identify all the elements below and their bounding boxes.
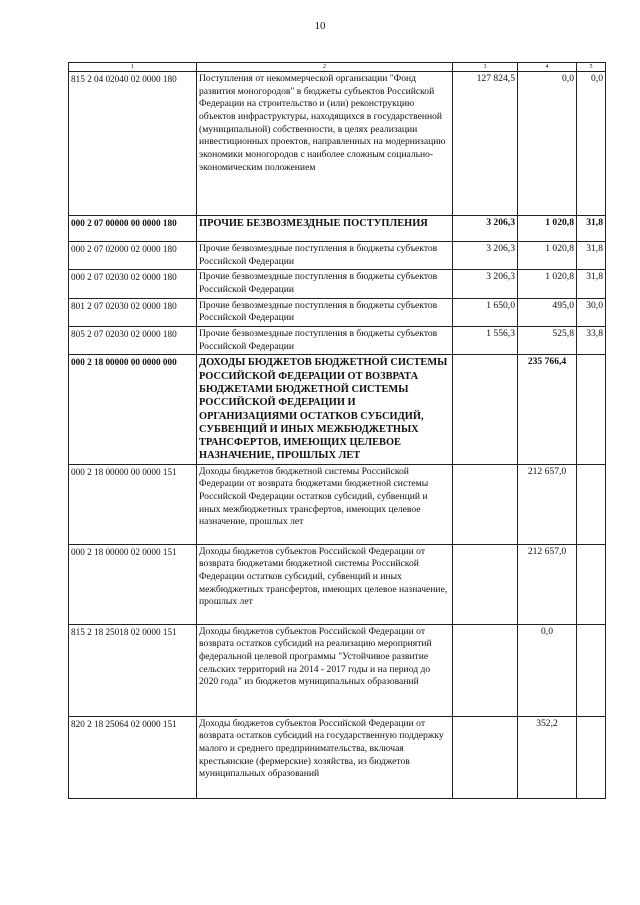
row-description: Доходы бюджетов субъектов Российской Федерации от возврата бюджетами бюджетной системы Российской Федерации остатков субсидий, субвенций и иных межбюджетных трансфертов, имеющих целевое назначение, прошлых лет: [197, 544, 453, 624]
row-description: Доходы бюджетов бюджетной системы Российской Федерации от возврата бюджетами бюджетной системы Российской Федерации остатков субсидий, субвенций и иных межбюджетных трансфертов, имеющих целевое назначение, прошлых лет: [197, 464, 453, 544]
row-description: Поступления от некоммерческой организации "Фонд развития моногородов" в бюджеты субъектов Российской Федерации на строительство и (или) реконструкцию объектов инфраструктуры, находящихся в государственной (муниципальной) собственности, в целях реализации инвестиционных проектов, направленных на модернизацию экономики моногородов с наиболее сложным социально-экономическим положением: [197, 72, 453, 216]
row-value-col5: [577, 624, 606, 716]
row-code: 805 2 07 02030 02 0000 180: [69, 326, 197, 354]
row-value-col3: [453, 716, 518, 798]
table-row: [69, 242, 606, 270]
row-value-col4: 352,2: [518, 716, 577, 798]
table-row: [69, 298, 606, 326]
table-row: [69, 355, 606, 465]
table-row: [69, 716, 606, 798]
row-code: 000 2 07 02030 02 0000 180: [69, 270, 197, 298]
row-value-col3: 1 650,0: [453, 298, 518, 326]
budget-table: [68, 62, 606, 799]
table-row: [69, 624, 606, 716]
row-value-col5: 30,0: [577, 298, 606, 326]
row-value-col3: 127 824,5: [453, 72, 518, 216]
row-value-col5: 31,8: [577, 242, 606, 270]
row-value-col5: [577, 355, 606, 465]
row-value-col3: [453, 544, 518, 624]
row-description: ДОХОДЫ БЮДЖЕТОВ БЮДЖЕТНОЙ СИСТЕМЫ РОССИЙСКОЙ ФЕДЕРАЦИИ ОТ ВОЗВРАТА БЮДЖЕТАМИ БЮДЖЕТНОЙ СИСТЕМЫ РОССИЙСКОЙ ФЕДЕРАЦИИ И ОРГАНИЗАЦИЯМИ ОСТАТКОВ СУБСИДИЙ, СУБВЕНЦИЙ И ИНЫХ МЕЖБЮДЖЕТНЫХ ТРАНСФЕРТОВ, ИМЕЮЩИХ ЦЕЛЕВОЕ НАЗНАЧЕНИЕ, ПРОШЛЫХ ЛЕТ: [197, 355, 453, 465]
row-code: 000 2 07 02000 02 0000 180: [69, 242, 197, 270]
row-code: 801 2 07 02030 02 0000 180: [69, 298, 197, 326]
table-row: [69, 464, 606, 544]
row-value-col3: 1 556,3: [453, 326, 518, 354]
row-value-col3: 3 206,3: [453, 270, 518, 298]
row-value-col5: 31,8: [577, 216, 606, 242]
row-value-col4: 495,0: [518, 298, 577, 326]
row-code: 000 2 18 00000 00 0000 000: [69, 355, 197, 465]
page-number: 10: [314, 20, 326, 32]
row-code: 820 2 18 25064 02 0000 151: [69, 716, 197, 798]
row-value-col4: 212 657,0: [518, 544, 577, 624]
table-row: [69, 216, 606, 242]
row-description: ПРОЧИЕ БЕЗВОЗМЕЗДНЫЕ ПОСТУПЛЕНИЯ: [197, 216, 453, 242]
row-description: Доходы бюджетов субъектов Российской Федерации от возврата остатков субсидий на реализацию мероприятий федеральной целевой программы "Устойчивое развитие сельских территорий на 2014 - 2017 годы и на период до 2020 года" из бюджетов муниципальных образований: [197, 624, 453, 716]
column-number: 2: [197, 63, 453, 72]
row-description: Доходы бюджетов субъектов Российской Федерации от возврата остатков субсидий на государственную поддержку малого и среднего предпринимательства, включая крестьянские (фермерские) хозяйства, из бюджетов муниципальных образований: [197, 716, 453, 798]
column-number: 1: [69, 63, 197, 72]
row-value-col3: [453, 355, 518, 465]
row-description: Прочие безвозмездные поступления в бюджеты субъектов Российской Федерации: [197, 326, 453, 354]
column-number-row: [69, 63, 606, 72]
row-code: 815 2 18 25018 02 0000 151: [69, 624, 197, 716]
row-value-col4: 212 657,0: [518, 464, 577, 544]
row-value-col5: [577, 544, 606, 624]
row-value-col3: [453, 464, 518, 544]
row-value-col4: 1 020,8: [518, 216, 577, 242]
table-row: [69, 72, 606, 216]
row-value-col5: 0,0: [577, 72, 606, 216]
row-value-col5: 33,8: [577, 326, 606, 354]
column-number: 4: [518, 63, 577, 72]
row-value-col3: 3 206,3: [453, 242, 518, 270]
row-description: Прочие безвозмездные поступления в бюджеты субъектов Российской Федерации: [197, 270, 453, 298]
column-number: 3: [453, 63, 518, 72]
row-value-col4: 0,0: [518, 624, 577, 716]
row-value-col4: 1 020,8: [518, 270, 577, 298]
table-row: [69, 544, 606, 624]
row-code: 815 2 04 02040 02 0000 180: [69, 72, 197, 216]
row-value-col4: 1 020,8: [518, 242, 577, 270]
row-value-col5: [577, 464, 606, 544]
row-value-col3: 3 206,3: [453, 216, 518, 242]
row-value-col4: 0,0: [518, 72, 577, 216]
table-row: [69, 270, 606, 298]
row-value-col4: 525,8: [518, 326, 577, 354]
row-value-col5: [577, 716, 606, 798]
column-number: 5: [577, 63, 606, 72]
row-description: Прочие безвозмездные поступления в бюджеты субъектов Российской Федерации: [197, 298, 453, 326]
row-code: 000 2 18 00000 02 0000 151: [69, 544, 197, 624]
row-description: Прочие безвозмездные поступления в бюджеты субъектов Российской Федерации: [197, 242, 453, 270]
row-value-col3: [453, 624, 518, 716]
row-code: 000 2 18 00000 00 0000 151: [69, 464, 197, 544]
row-value-col5: 31,8: [577, 270, 606, 298]
row-code: 000 2 07 00000 00 0000 180: [69, 216, 197, 242]
row-value-col4: 235 766,4: [518, 355, 577, 465]
table-row: [69, 326, 606, 354]
